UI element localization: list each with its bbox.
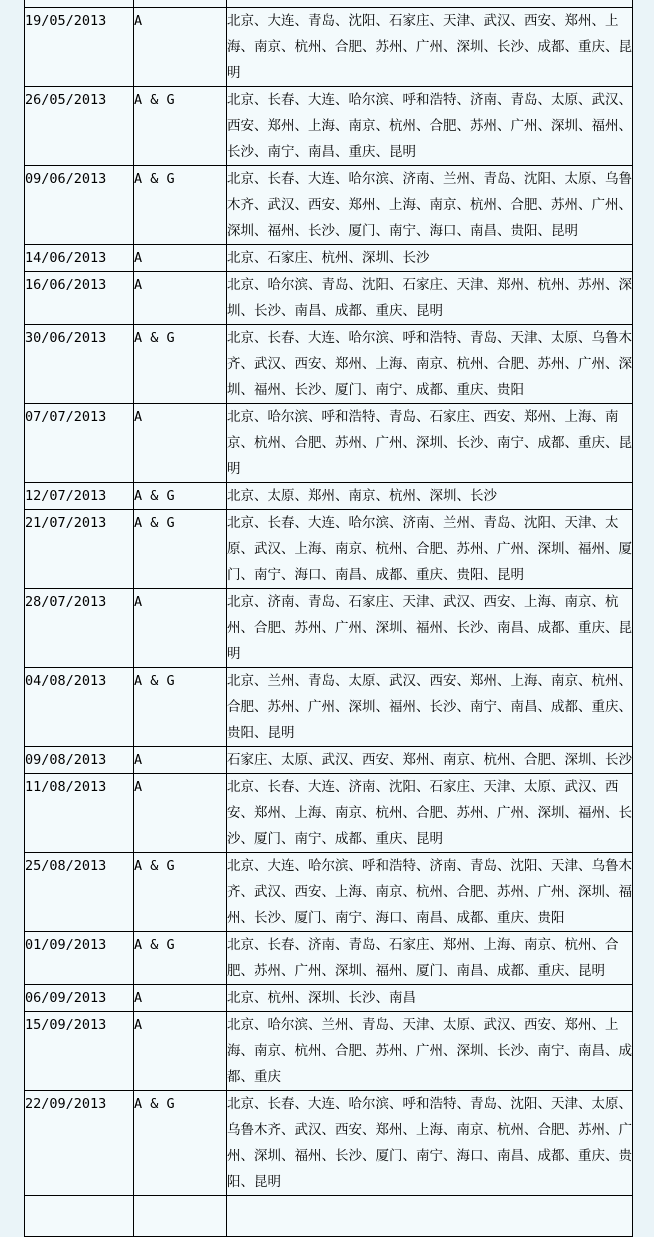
code-cell: A & G [134,87,227,166]
code-cell: A & G [134,1091,227,1196]
table-row [25,272,633,325]
date-cell: 06/09/2013 [25,985,134,1012]
table-row [25,245,633,272]
date-cell: 21/07/2013 [25,510,134,589]
date-cell [25,0,134,8]
table-row [25,668,633,747]
date-cell: 26/05/2013 [25,87,134,166]
cities-cell: 北京、长春、大连、哈尔滨、呼和浩特、青岛、天津、太原、乌鲁木齐、武汉、西安、郑州、上海、南京、杭州、合肥、苏州、广州、深圳、福州、长沙、厦门、南宁、成都、重庆、贵阳 [227,325,633,404]
code-cell: A [134,272,227,325]
table-row [25,1091,633,1196]
code-cell: A & G [134,668,227,747]
cities-cell: 北京、杭州、深圳、长沙、南昌 [227,985,633,1012]
table-row [25,853,633,932]
date-cell: 12/07/2013 [25,483,134,510]
table-row [25,1012,633,1091]
date-cell: 14/06/2013 [25,245,134,272]
cities-cell: 北京、哈尔滨、呼和浩特、青岛、石家庄、西安、郑州、上海、南京、杭州、合肥、苏州、广州、深圳、长沙、南宁、成都、重庆、昆明 [227,404,633,483]
cities-cell: 北京、石家庄、杭州、深圳、长沙 [227,245,633,272]
cities-cell: 北京、长春、大连、哈尔滨、济南、兰州、青岛、沈阳、天津、太原、武汉、上海、南京、杭州、合肥、苏州、广州、深圳、福州、厦门、南宁、海口、南昌、成都、重庆、贵阳、昆明 [227,510,633,589]
date-cell: 09/08/2013 [25,747,134,774]
code-cell: A [134,774,227,853]
table-container [24,0,633,1237]
cities-cell: 北京、长春、大连、哈尔滨、呼和浩特、青岛、沈阳、天津、太原、乌鲁木齐、武汉、西安、郑州、上海、南京、杭州、合肥、苏州、广州、深圳、福州、长沙、厦门、南宁、海口、南昌、成都、重庆、贵阳、昆明 [227,1091,633,1196]
code-cell: A & G [134,853,227,932]
table-row [25,747,633,774]
cities-cell: 北京、太原、郑州、南京、杭州、深圳、长沙 [227,483,633,510]
code-cell: A & G [134,510,227,589]
code-cell: A [134,985,227,1012]
table-row [25,985,633,1012]
code-cell [134,1196,227,1237]
code-cell: A & G [134,932,227,985]
cities-cell [227,0,633,8]
cities-cell: 北京、济南、青岛、石家庄、天津、武汉、西安、上海、南京、杭州、合肥、苏州、广州、深圳、福州、长沙、南昌、成都、重庆、昆明 [227,589,633,668]
code-cell: A & G [134,483,227,510]
cities-cell: 北京、大连、哈尔滨、呼和浩特、济南、青岛、沈阳、天津、乌鲁木齐、武汉、西安、上海、南京、杭州、合肥、苏州、广州、深圳、福州、长沙、厦门、南宁、海口、南昌、成都、重庆、贵阳 [227,853,633,932]
cities-cell: 北京、哈尔滨、兰州、青岛、天津、太原、武汉、西安、郑州、上海、南京、杭州、合肥、苏州、广州、深圳、长沙、南宁、南昌、成都、重庆 [227,1012,633,1091]
code-cell: A [134,8,227,87]
table-row [25,166,633,245]
table-bottom-partial [25,1196,633,1237]
date-cell: 15/09/2013 [25,1012,134,1091]
cities-cell: 北京、长春、大连、哈尔滨、呼和浩特、济南、青岛、太原、武汉、西安、郑州、上海、南京、杭州、合肥、苏州、广州、深圳、福州、长沙、南宁、南昌、重庆、昆明 [227,87,633,166]
table-body [25,8,633,1196]
date-cell: 04/08/2013 [25,668,134,747]
code-cell: A [134,589,227,668]
date-cell: 25/08/2013 [25,853,134,932]
table-row [25,510,633,589]
date-cell: 07/07/2013 [25,404,134,483]
cities-cell: 北京、长春、大连、哈尔滨、济南、兰州、青岛、沈阳、太原、乌鲁木齐、武汉、西安、郑州、上海、南京、杭州、合肥、苏州、广州、深圳、福州、长沙、厦门、南宁、海口、南昌、贵阳、昆明 [227,166,633,245]
date-cell: 11/08/2013 [25,774,134,853]
date-cell: 28/07/2013 [25,589,134,668]
table-row [25,87,633,166]
table-row [25,774,633,853]
code-cell: A [134,404,227,483]
table-row [25,483,633,510]
code-cell: A [134,245,227,272]
cities-cell: 北京、哈尔滨、青岛、沈阳、石家庄、天津、郑州、杭州、苏州、深圳、长沙、南昌、成都、重庆、昆明 [227,272,633,325]
date-cell: 19/05/2013 [25,8,134,87]
partial-row-bottom [25,1196,633,1237]
code-cell: A & G [134,166,227,245]
code-cell: A [134,747,227,774]
table-top-partial [25,0,633,8]
table-row [25,589,633,668]
cities-cell: 北京、兰州、青岛、太原、武汉、西安、郑州、上海、南京、杭州、合肥、苏州、广州、深圳、福州、长沙、南宁、南昌、成都、重庆、贵阳、昆明 [227,668,633,747]
date-cell: 01/09/2013 [25,932,134,985]
cities-cell: 北京、长春、大连、济南、沈阳、石家庄、天津、太原、武汉、西安、郑州、上海、南京、杭州、合肥、苏州、广州、深圳、福州、长沙、厦门、南宁、成都、重庆、昆明 [227,774,633,853]
table-row [25,8,633,87]
date-cell: 22/09/2013 [25,1091,134,1196]
code-cell [134,0,227,8]
code-cell: A & G [134,325,227,404]
date-cell: 09/06/2013 [25,166,134,245]
cities-cell: 石家庄、太原、武汉、西安、郑州、南京、杭州、合肥、深圳、长沙 [227,747,633,774]
code-cell: A [134,1012,227,1091]
cities-cell: 北京、长春、济南、青岛、石家庄、郑州、上海、南京、杭州、合肥、苏州、广州、深圳、福州、厦门、南昌、成都、重庆、昆明 [227,932,633,985]
date-cell: 16/06/2013 [25,272,134,325]
table-row [25,932,633,985]
partial-row-top [25,0,633,8]
date-cell: 30/06/2013 [25,325,134,404]
table-row [25,325,633,404]
schedule-table [24,0,633,1237]
cities-cell: 北京、大连、青岛、沈阳、石家庄、天津、武汉、西安、郑州、上海、南京、杭州、合肥、苏州、广州、深圳、长沙、成都、重庆、昆明 [227,8,633,87]
cities-cell [227,1196,633,1237]
table-row [25,404,633,483]
date-cell [25,1196,134,1237]
